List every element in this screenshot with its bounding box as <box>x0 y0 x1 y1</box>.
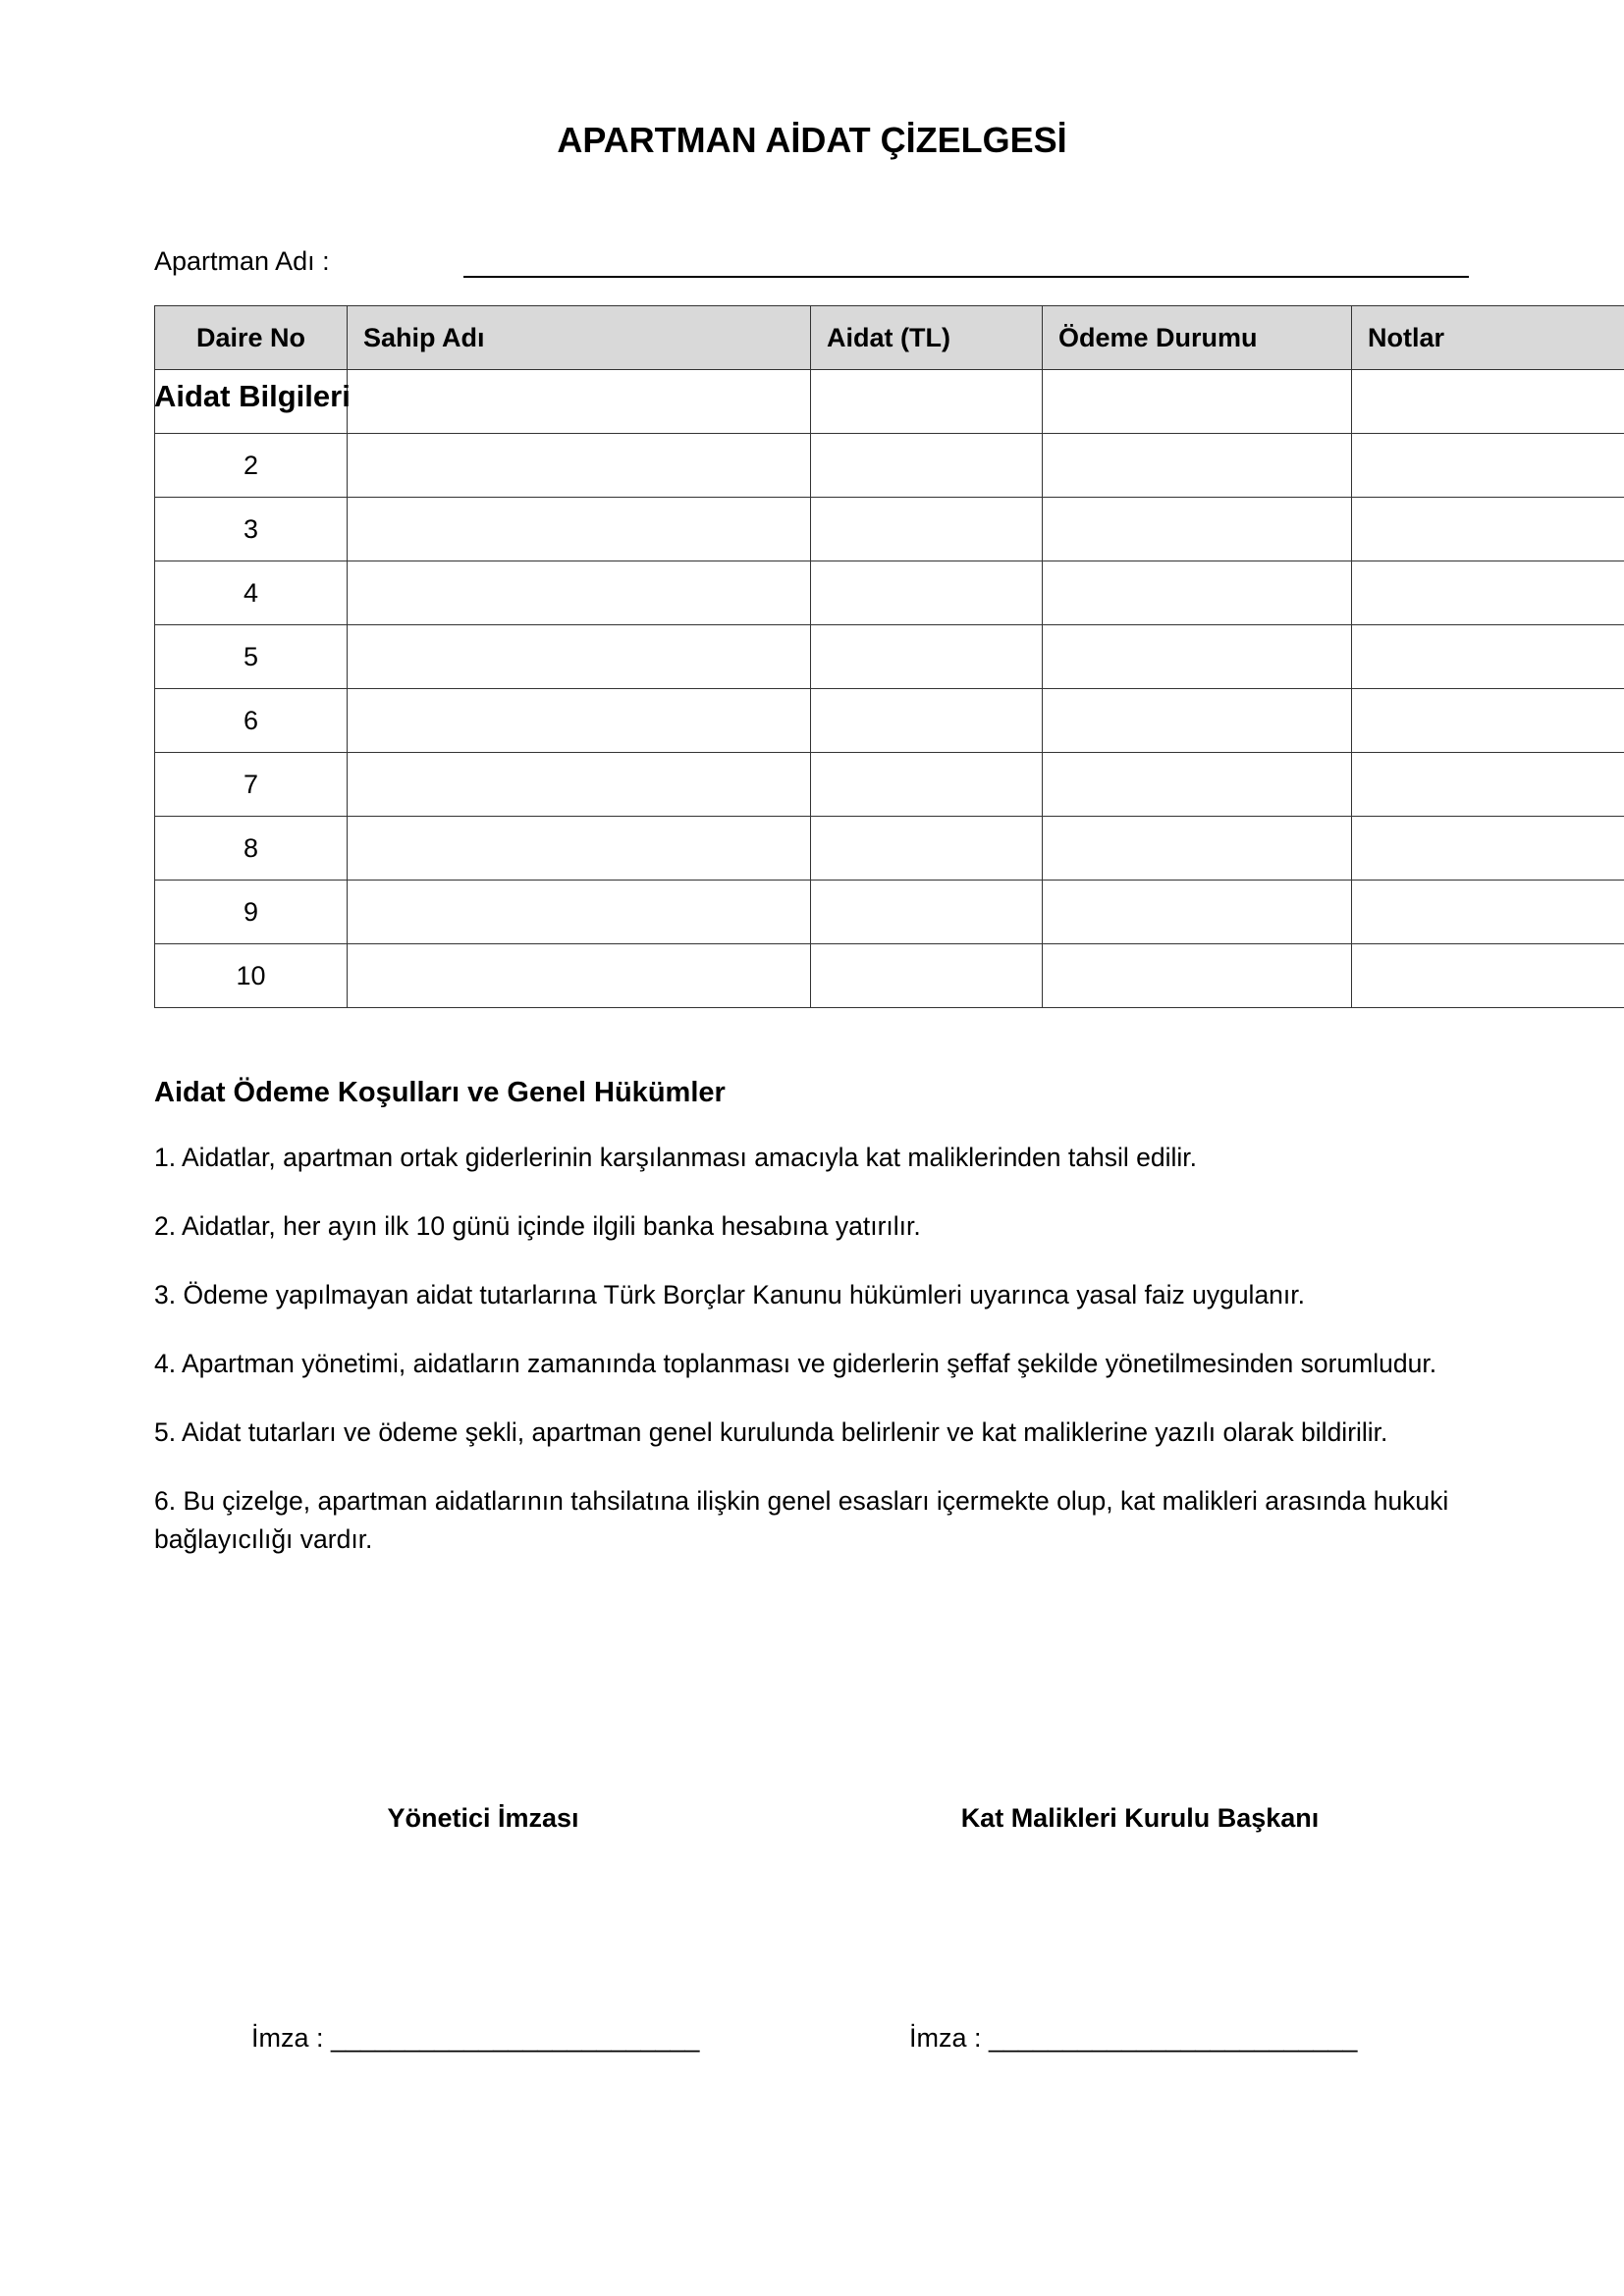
header-odeme-durumu: Ödeme Durumu <box>1043 306 1352 370</box>
cell-odeme-durumu[interactable] <box>1043 625 1352 689</box>
cell-sahip-adi[interactable] <box>348 434 811 498</box>
table-row <box>155 881 1624 944</box>
cell-notlar[interactable] <box>1352 881 1624 944</box>
cell-sahip-adi[interactable] <box>348 498 811 561</box>
cell-notlar[interactable] <box>1352 370 1624 434</box>
document-title: APARTMAN AİDAT ÇİZELGESİ <box>557 120 1067 160</box>
apartment-name-label: Apartman Adı : <box>154 246 330 276</box>
cell-aidat[interactable] <box>811 434 1043 498</box>
cell-daire-no: 9 <box>155 881 348 944</box>
table-row <box>155 689 1624 753</box>
table-row <box>155 434 1624 498</box>
cell-sahip-adi[interactable] <box>348 625 811 689</box>
cell-daire-no: 2 <box>155 434 348 498</box>
cell-odeme-durumu[interactable] <box>1043 817 1352 881</box>
cell-aidat[interactable] <box>811 370 1043 434</box>
cell-sahip-adi[interactable] <box>348 753 811 817</box>
cell-aidat[interactable] <box>811 689 1043 753</box>
cell-daire-no: 6 <box>155 689 348 753</box>
cell-odeme-durumu[interactable] <box>1043 753 1352 817</box>
term-item: 4. Apartman yönetimi, aidatların zamanında toplanması ve giderlerin şeffaf şekilde yönetilmesinden sorumludur. <box>154 1349 1437 1378</box>
cell-aidat[interactable] <box>811 625 1043 689</box>
cell-odeme-durumu[interactable] <box>1043 498 1352 561</box>
dues-table <box>154 305 1624 1008</box>
manager-signature-line[interactable]: İmza : _________________________ <box>251 2023 700 2053</box>
cell-notlar[interactable] <box>1352 625 1624 689</box>
header-sahip-adi: Sahip Adı <box>348 306 811 370</box>
cell-odeme-durumu[interactable] <box>1043 434 1352 498</box>
term-item: 2. Aidatlar, her ayın ilk 10 günü içinde ilgili banka hesabına yatırılır. <box>154 1211 921 1241</box>
cell-odeme-durumu[interactable] <box>1043 881 1352 944</box>
table-row <box>155 561 1624 625</box>
apartment-name-line <box>463 276 1469 278</box>
manager-signature-title: Yönetici İmzası <box>387 1803 579 1833</box>
table-row <box>155 370 1624 434</box>
cell-aidat[interactable] <box>811 817 1043 881</box>
cell-aidat[interactable] <box>811 881 1043 944</box>
header-daire-no: Daire No <box>155 306 348 370</box>
cell-notlar[interactable] <box>1352 944 1624 1008</box>
cell-daire-no: 3 <box>155 498 348 561</box>
table-row <box>155 817 1624 881</box>
cell-daire-no: 8 <box>155 817 348 881</box>
cell-sahip-adi[interactable] <box>348 561 811 625</box>
cell-notlar[interactable] <box>1352 561 1624 625</box>
table-header-row <box>155 306 1624 370</box>
cell-daire-no: 5 <box>155 625 348 689</box>
cell-sahip-adi[interactable] <box>348 944 811 1008</box>
board-president-signature-title: Kat Malikleri Kurulu Başkanı <box>960 1803 1320 1833</box>
cell-daire-no: 4 <box>155 561 348 625</box>
cell-odeme-durumu[interactable] <box>1043 689 1352 753</box>
cell-odeme-durumu[interactable] <box>1043 370 1352 434</box>
cell-sahip-adi[interactable] <box>348 689 811 753</box>
term-item: 6. Bu çizelge, apartman aidatlarının tahsilatına ilişkin genel esasları içermekte olup, kat malikleri arasında hukuki bağlayıcılığı vardır. <box>154 1486 1449 1554</box>
cell-notlar[interactable] <box>1352 817 1624 881</box>
cell-aidat[interactable] <box>811 753 1043 817</box>
term-item: 3. Ödeme yapılmayan aidat tutarlarına Türk Borçlar Kanunu hükümleri uyarınca yasal faiz uygulanır. <box>154 1280 1306 1309</box>
header-aidat: Aidat (TL) <box>811 306 1043 370</box>
header-notlar: Notlar <box>1352 306 1624 370</box>
cell-daire-no: 7 <box>155 753 348 817</box>
board-president-signature-line[interactable]: İmza : _________________________ <box>909 2023 1358 2053</box>
table-row <box>155 753 1624 817</box>
term-item: 5. Aidat tutarları ve ödeme şekli, apartman genel kurulunda belirlenir ve kat maliklerine yazılı olarak bildirilir. <box>154 1417 1388 1447</box>
cell-aidat[interactable] <box>811 944 1043 1008</box>
cell-notlar[interactable] <box>1352 753 1624 817</box>
cell-notlar[interactable] <box>1352 434 1624 498</box>
cell-odeme-durumu[interactable] <box>1043 944 1352 1008</box>
cell-notlar[interactable] <box>1352 689 1624 753</box>
term-item: 1. Aidatlar, apartman ortak giderlerinin karşılanması amacıyla kat maliklerinden tahsil edilir. <box>154 1143 1197 1172</box>
cell-odeme-durumu[interactable] <box>1043 561 1352 625</box>
cell-sahip-adi[interactable] <box>348 370 811 434</box>
terms-list <box>154 1139 1480 1589</box>
cell-sahip-adi[interactable] <box>348 881 811 944</box>
table-row <box>155 944 1624 1008</box>
cell-daire-no: 10 <box>155 944 348 1008</box>
table-row <box>155 625 1624 689</box>
cell-notlar[interactable] <box>1352 498 1624 561</box>
cell-aidat[interactable] <box>811 561 1043 625</box>
aidat-bilgileri-label: Aidat Bilgileri <box>154 379 351 413</box>
table-row <box>155 498 1624 561</box>
cell-aidat[interactable] <box>811 498 1043 561</box>
terms-heading: Aidat Ödeme Koşulları ve Genel Hükümler <box>154 1077 726 1108</box>
cell-sahip-adi[interactable] <box>348 817 811 881</box>
